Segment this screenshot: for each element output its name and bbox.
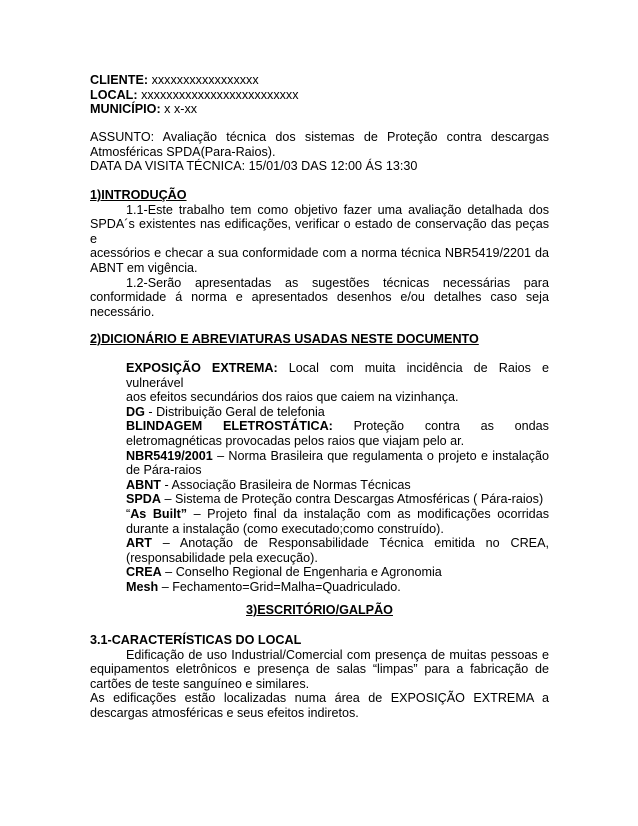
def-nbr-line-1 xyxy=(126,449,549,464)
def-dg xyxy=(126,405,549,420)
intro-p2-line-2: conformidade á norma e apresentados desenhos e/ou detalhes caso seja xyxy=(90,290,549,305)
section-introducao xyxy=(90,188,549,319)
def-asbuilt-line-1 xyxy=(126,507,549,522)
intro-p1-line-4: ABNT em vigência. xyxy=(90,260,198,275)
visit-date-line: DATA DA VISITA TÉCNICA: 15/01/03 DAS 12:00 ÁS 13:30 xyxy=(90,159,418,174)
caract-p1-line-3: cartões de teste sanguíneo e similares. xyxy=(90,676,310,691)
section-1-title: 1)INTRODUÇÃO xyxy=(90,188,187,202)
def-text: – Conselho Regional de Engenharia e Agronomia xyxy=(161,565,442,580)
def-term: DG xyxy=(126,404,145,419)
cliente-label: CLIENTE: xyxy=(90,73,149,87)
definitions-list xyxy=(126,361,549,595)
def-nbr-line-2: de Pára-raios xyxy=(126,463,202,478)
def-term: As Built” xyxy=(130,506,188,521)
def-term: EXPOSIÇÃO EXTREMA: xyxy=(126,361,278,375)
caract-p1-line-1: Edificação de uso Industrial/Comercial com presença de muitas pessoas e xyxy=(126,647,549,662)
municipio-label: MUNICÍPIO: xyxy=(90,102,161,117)
def-spda xyxy=(126,492,549,507)
def-term: ABNT xyxy=(126,477,161,492)
intro-p1-line-1: 1.1-Este trabalho tem como objetivo fazer uma avaliação detalhada dos xyxy=(126,202,549,217)
intro-p2-line-3: necessário. xyxy=(90,304,155,319)
def-text: - Distribuição Geral de telefonia xyxy=(144,404,325,419)
def-term: NBR5419/2001 xyxy=(126,448,213,463)
def-art-line-2: (responsabilidade pela execução). xyxy=(126,550,318,565)
municipio-line xyxy=(90,102,549,117)
intro-p2-line-1: 1.2-Serão apresentadas as sugestões técnicas necessárias para xyxy=(126,275,549,290)
intro-p1-line-3: acessórios e checar a sua conformidade com a norma técnica NBR5419/2201 da xyxy=(90,246,549,261)
def-text: Local com muita incidência de Raios e vulnerável xyxy=(126,361,549,390)
section-3-1-subtitle: 3.1-CARACTERÍSTICAS DO LOCAL xyxy=(90,633,302,647)
local-value: xxxxxxxxxxxxxxxxxxxxxxxxx xyxy=(141,87,299,102)
def-asbuilt-line-2: durante a instalação (como executado;como construído). xyxy=(126,521,444,536)
def-term: BLINDAGEM ELETROSTÁTICA: xyxy=(126,419,333,434)
caract-p1-line-2: equipamentos eletrônicos e presença de salas “limpas” para a fabricação de xyxy=(90,662,549,677)
intro-p1-line-2: SPDA´s existentes nas edificações, verificar o estado de conservação das peças e xyxy=(90,217,549,246)
def-text: – Norma Brasileira que regulamenta o projeto e instalação xyxy=(212,448,549,463)
def-text: – Projeto final da instalação com as modificações ocorridas xyxy=(187,506,549,521)
local-line xyxy=(90,88,549,103)
def-crea xyxy=(126,565,549,580)
header-block xyxy=(90,73,549,117)
def-term: Mesh xyxy=(126,579,159,594)
def-blindagem-line-2: eletromagnéticas provocadas pelos raios que viajam pelo ar. xyxy=(126,433,465,448)
section-escritorio-header xyxy=(90,603,549,618)
assunto-line-2: Atmosféricas SPDA(Para-Raios). xyxy=(90,144,276,159)
assunto-line-1: ASSUNTO: Avaliação técnica dos sistemas de Proteção contra descargas xyxy=(90,130,549,144)
def-text: Proteção contra as ondas xyxy=(332,419,549,434)
def-exposicao-line-2: aos efeitos secundários dos raios que caiem na vizinhança. xyxy=(126,390,459,405)
municipio-value: x x-xx xyxy=(164,102,198,117)
def-text: – Fechamento=Grid=Malha=Quadriculado. xyxy=(158,579,401,594)
assunto-block xyxy=(90,130,549,174)
def-term: ART xyxy=(126,536,152,551)
section-caracteristicas xyxy=(90,633,549,721)
section-2-title: 2)DICIONÁRIO E ABREVIATURAS USADAS NESTE DOCUMENTO xyxy=(90,332,479,346)
def-text: - Associação Brasileira de Normas Técnicas xyxy=(160,477,411,492)
caract-p2-line-2: descargas atmosféricas e seus efeitos indiretos. xyxy=(90,705,359,720)
caract-p2-line-1: As edificações estão localizadas numa área de EXPOSIÇÃO EXTREMA a xyxy=(90,691,549,706)
def-quote: “ xyxy=(126,506,131,521)
local-label: LOCAL: xyxy=(90,87,138,102)
def-mesh xyxy=(126,580,549,595)
def-abnt xyxy=(126,478,549,493)
def-term: CREA xyxy=(126,565,162,580)
def-exposicao-line-1 xyxy=(126,361,549,390)
def-term: SPDA xyxy=(126,492,161,507)
section-3-title: 3)ESCRITÓRIO/GALPÃO xyxy=(246,603,393,617)
def-text: – Anotação de Responsabilidade Técnica emitida no CREA, xyxy=(151,536,549,551)
section-dicionario-header xyxy=(90,332,549,347)
def-blindagem-line-1 xyxy=(126,419,549,434)
cliente-value: xxxxxxxxxxxxxxxxx xyxy=(151,73,259,87)
cliente-line xyxy=(90,73,549,88)
def-art-line-1 xyxy=(126,536,549,551)
def-text: – Sistema de Proteção contra Descargas Atmosféricas ( Pára-raios) xyxy=(161,492,544,507)
